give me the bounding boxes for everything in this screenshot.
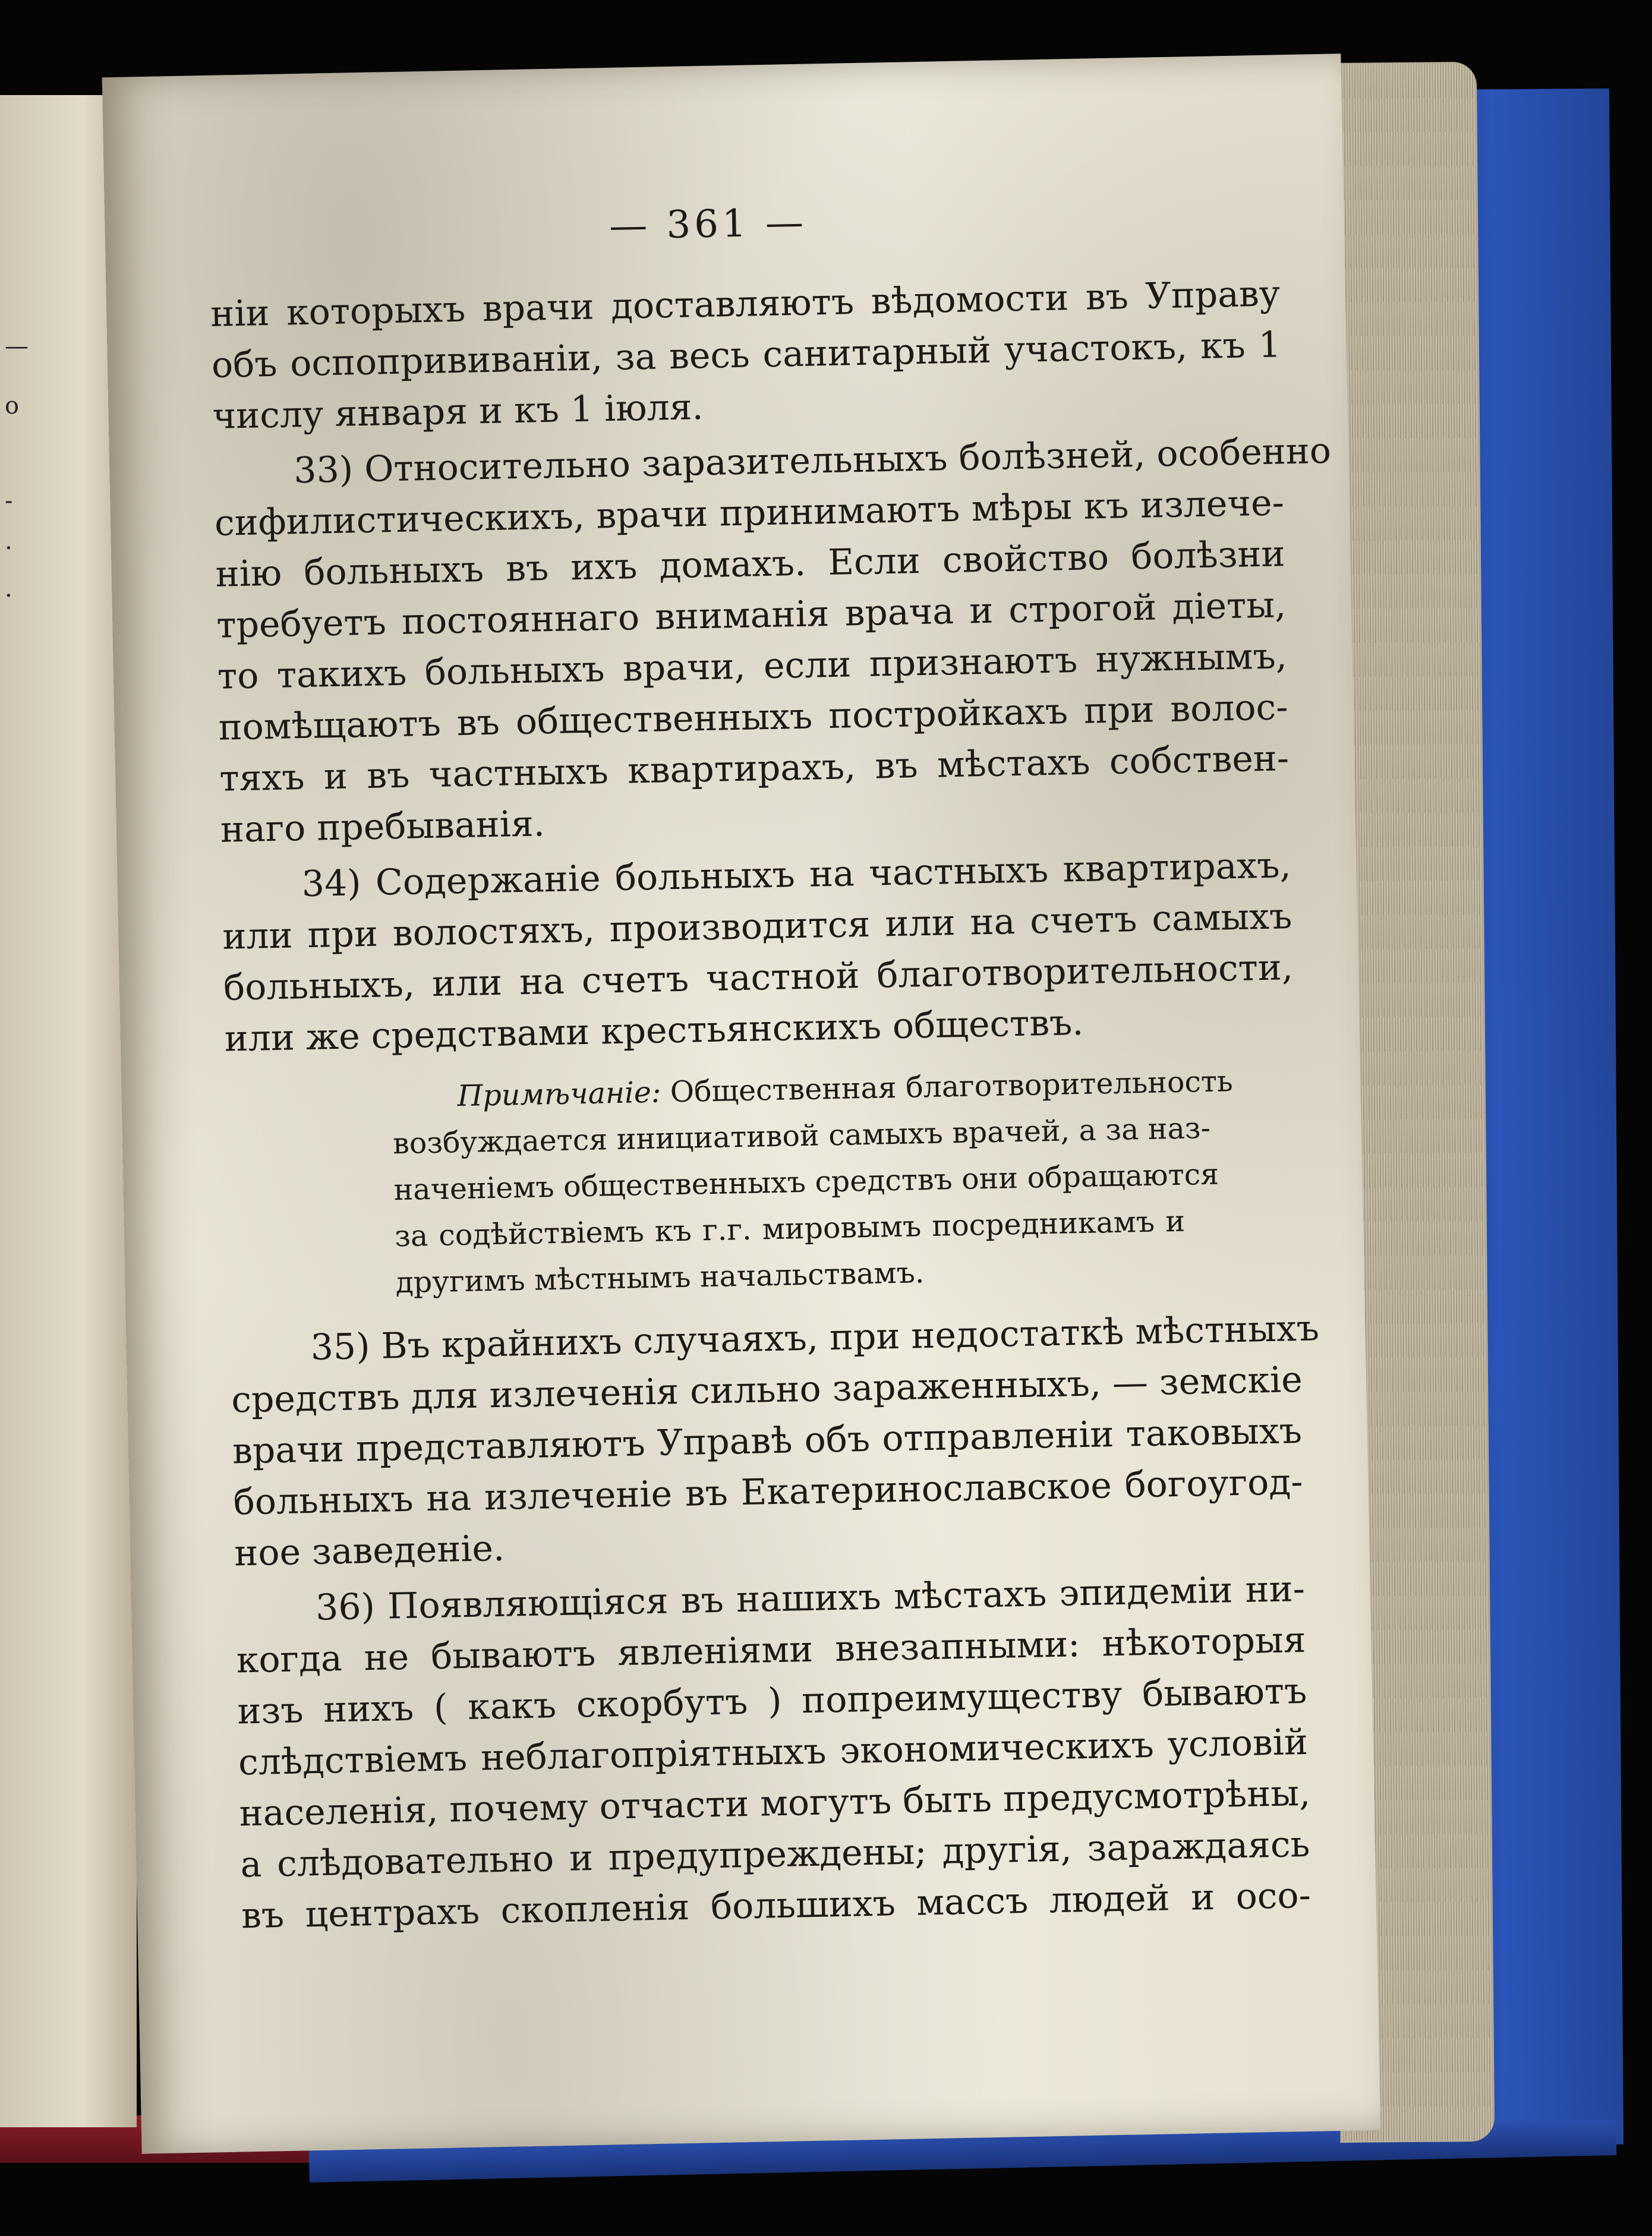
text-line: или при волостяхъ, производится или на счетъ самыхъ (222, 895, 1292, 958)
note-line: возбуждается инициативой самыхъ врачей, а за наз- (392, 1111, 1211, 1161)
footnote-remark (392, 1059, 1234, 1306)
left-page-mark: · (5, 535, 12, 562)
text-line: требуетъ постояннаго вниманiя врача и строгой дiеты, (216, 584, 1287, 646)
text-line: когда не бываютъ явленiями внезапными: нѣкоторыя (236, 1619, 1307, 1682)
left-page-mark: — (5, 333, 29, 360)
page-number: — 361 — (609, 200, 808, 248)
page-content (209, 191, 1332, 1946)
text-line: 35) Въ крайнихъ случаяхъ, при недостаткѣ мѣстныхъ (310, 1307, 1320, 1368)
paragraph-36 (235, 1563, 1311, 1941)
text-line: изъ нихъ ( какъ скорбутъ ) попреимуществу бываютъ (237, 1670, 1307, 1733)
text-line: средствъ для излеченiя сильно зараженныхъ, — земскiе (231, 1358, 1303, 1421)
note-line: наченiемъ общественныхъ средствъ они обращаются (393, 1157, 1219, 1207)
paragraph-continuation (210, 268, 1283, 442)
text-line: населенiя, почему отчасти могутъ быть предусмотрѣны, (239, 1772, 1311, 1835)
paragraph-35 (230, 1303, 1320, 1579)
text-line: врачи представляютъ Управѣ объ отправленiи таковыхъ (232, 1410, 1303, 1472)
text-line: помѣщаютъ въ общественныхъ постройкахъ при волос- (218, 686, 1289, 749)
text-line: то такихъ больныхъ врачи, если признаютъ нужнымъ, (217, 635, 1288, 698)
text-line: нiи которыхъ врачи доставляютъ вѣдомости въ Управу (210, 273, 1281, 335)
text-line: ное заведенiе. (234, 1527, 505, 1575)
text-line: 34) Содержанiе больныхъ на частныхъ квартирахъ, (301, 844, 1292, 906)
text-line: 36) Появляющiяся въ нашихъ мѣстахъ эпидемiи ни- (315, 1568, 1306, 1629)
note-line: другимъ мѣстнымъ начальствамъ. (395, 1256, 925, 1300)
note-line: за содѣйствiемъ къ г.г. мировымъ посредникамъ и (394, 1204, 1186, 1254)
left-page-mark: о (5, 392, 20, 420)
text-line: нiю больныхъ въ ихъ домахъ. Если свойство болѣзни (215, 533, 1286, 595)
text-line: наго пребыванiя. (220, 803, 546, 851)
book-page (102, 53, 1381, 2153)
text-line: больныхъ, или на счетъ частной благотворительности, (223, 947, 1294, 1009)
text-line: сифилистическихъ, врачи принимаютъ мѣры къ излече- (214, 482, 1285, 544)
text-line: въ центрахъ скопленiя большихъ массъ людей и осо- (241, 1874, 1311, 1937)
left-page-mark: - (5, 487, 13, 515)
left-page-mark: · (5, 582, 12, 610)
text-line: или же средствами крестьянскихъ обществъ. (224, 1001, 1084, 1060)
paragraph-33 (213, 426, 1332, 855)
paragraph-34 (221, 840, 1294, 1064)
text-line: объ оспопрививанiи, за весь санитарный участокъ, къ 1 (211, 324, 1282, 386)
text-line: больныхъ на излеченiе въ Екатеринославское богоугод- (233, 1461, 1304, 1524)
text-line: 33) Относительно заразительныхъ болѣзней, особенно (293, 430, 1332, 492)
note-label: Примѣчанiе: (457, 1075, 661, 1114)
text-line: числу января и къ 1 iюля. (212, 386, 704, 437)
note-text: Общественная благотворительность (670, 1064, 1234, 1109)
text-line: слѣдствiемъ неблагопрiятныхъ экономическихъ условiй (238, 1721, 1309, 1784)
text-line: тяхъ и въ частныхъ квартирахъ, въ мѣстахъ собствен- (219, 737, 1290, 800)
text-line: а слѣдовательно и предупреждены; другiя, зараждаясь (239, 1823, 1310, 1886)
